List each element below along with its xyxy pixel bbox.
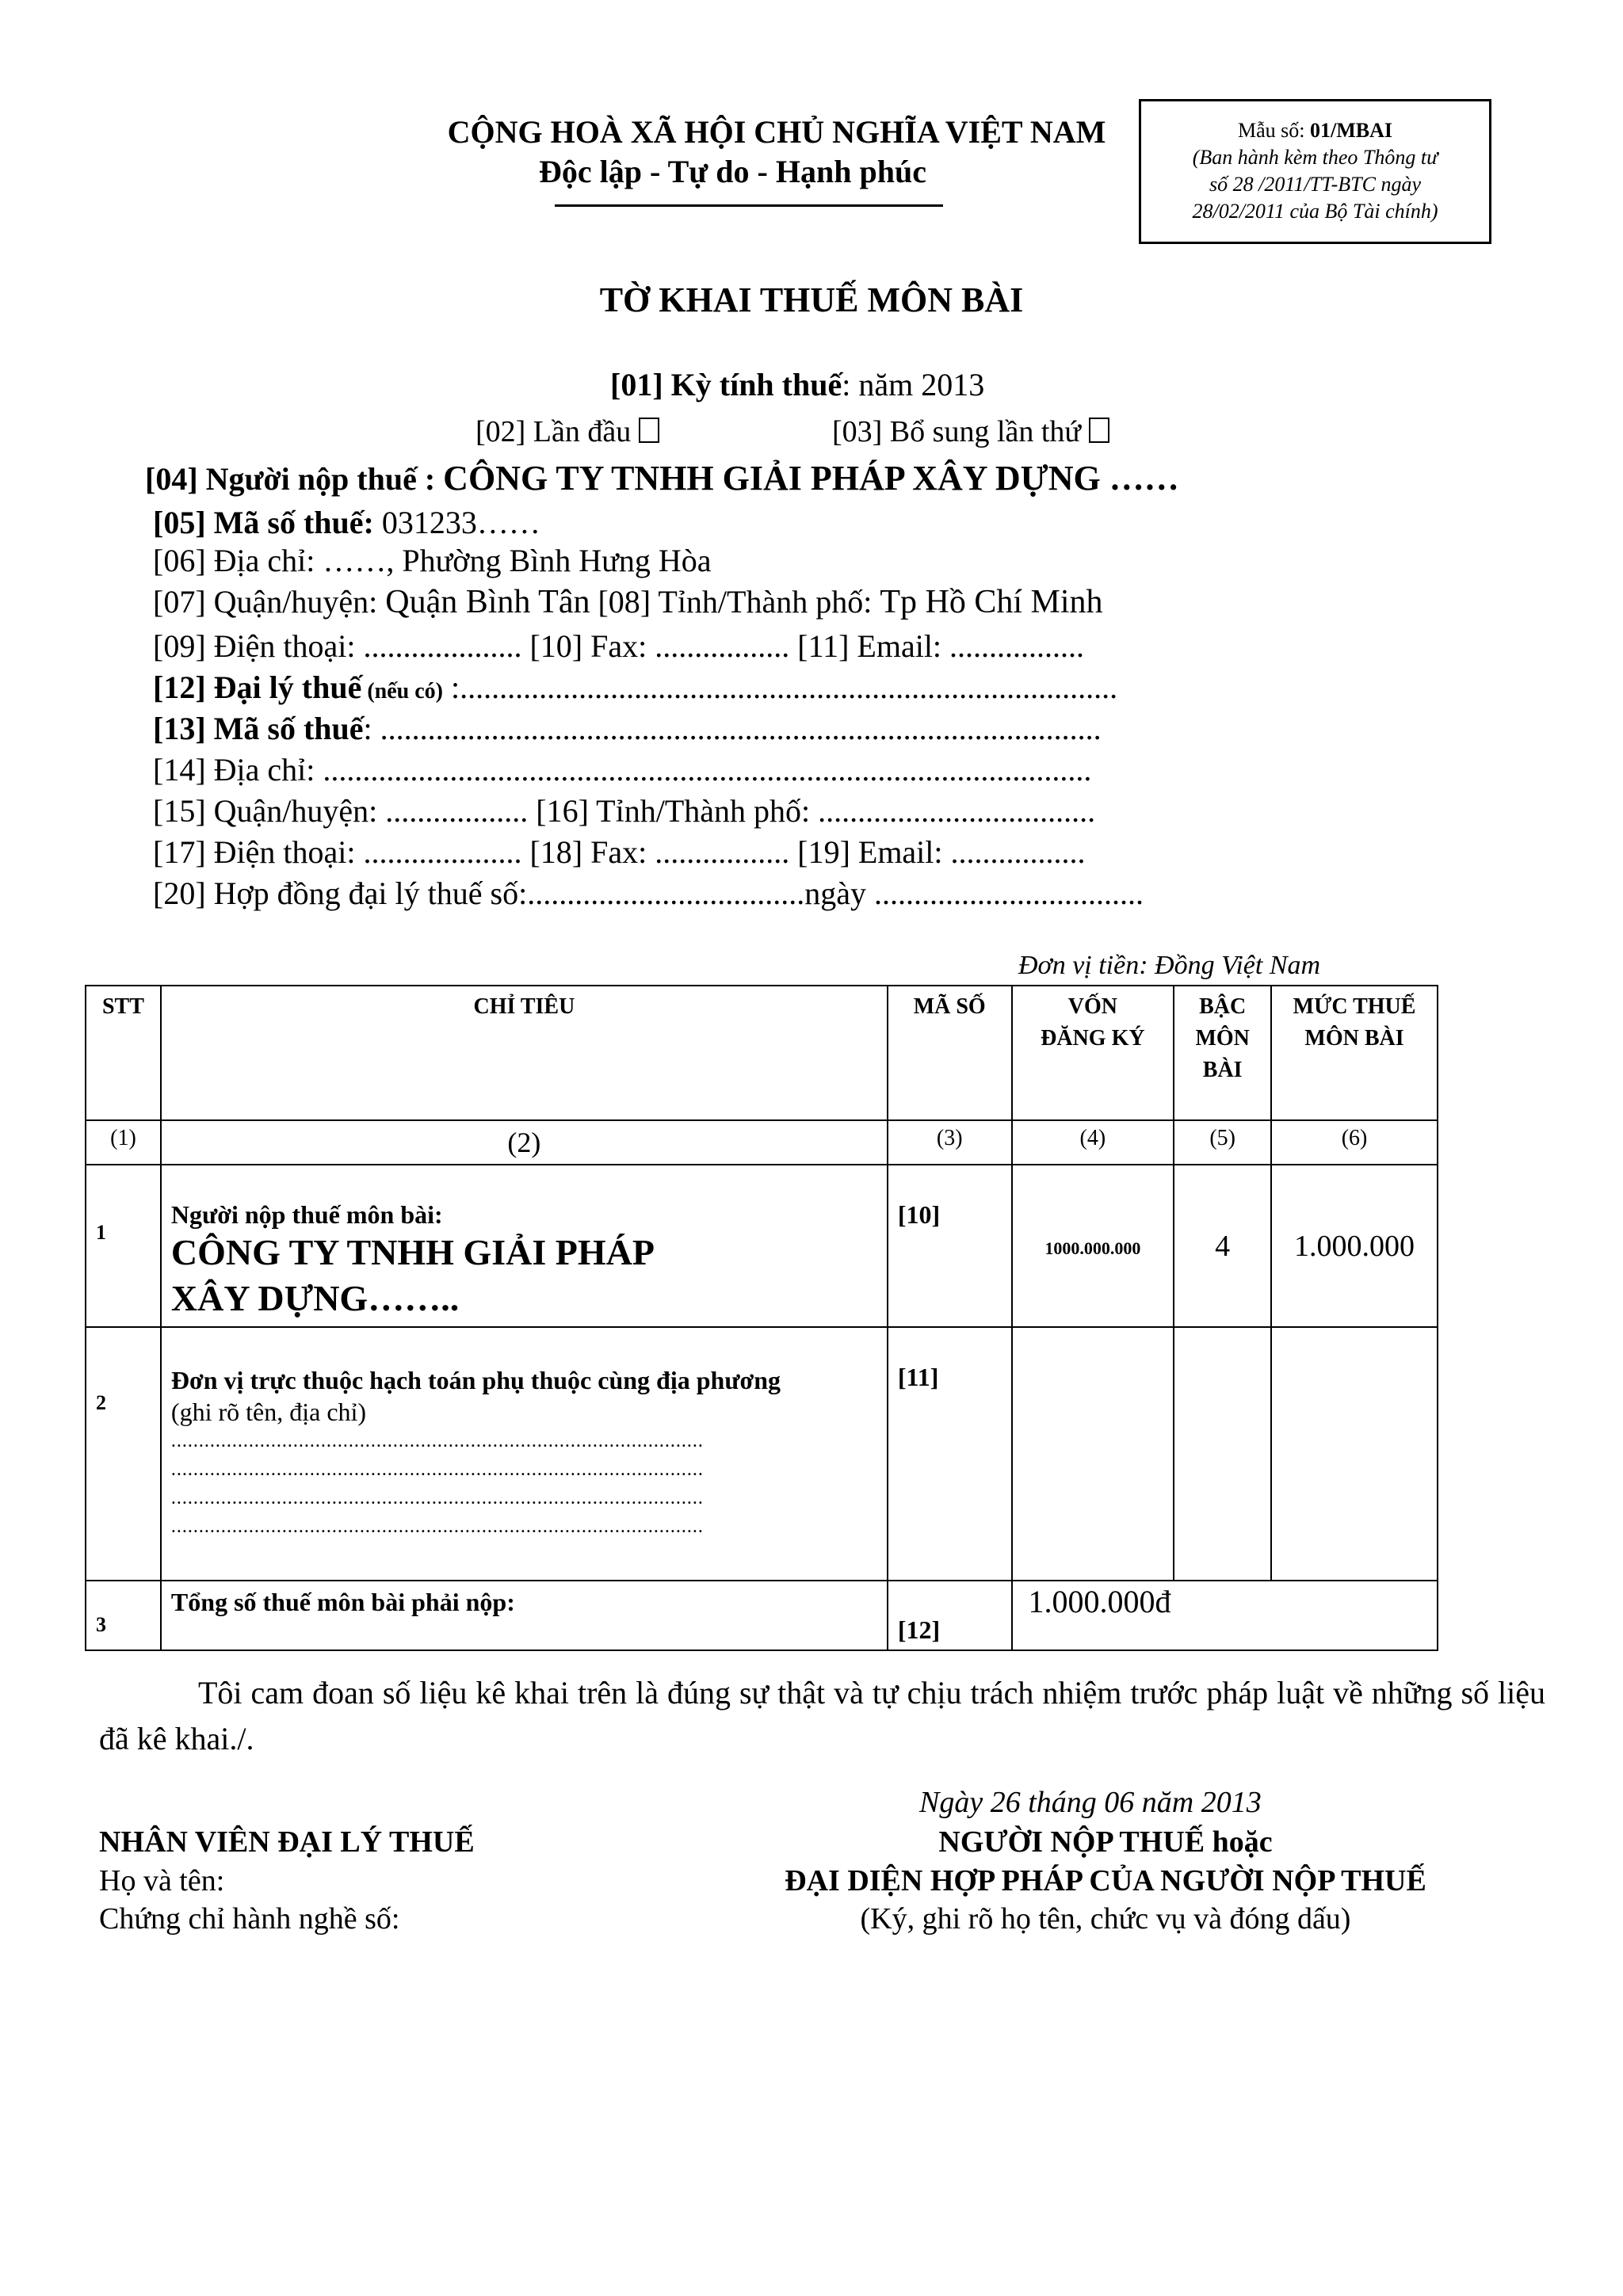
row2-dots-3: ................................................................................................ [170, 1488, 704, 1508]
form-box-line2: số 28 /2011/TT-BTC ngày [1209, 173, 1421, 196]
row1-capital: 1000.000.000 [1012, 1165, 1174, 1327]
taxpayer-sign-note: (Ký, ghi rõ họ tên, chức vụ và đóng dấu) [860, 1902, 1351, 1936]
row1-company-2: XÂY DỰNG…….. [170, 1278, 460, 1318]
row1-tax: 1.000.000 [1271, 1165, 1438, 1327]
row2-dots-2: ................................................................................................ [170, 1459, 704, 1480]
motto-heading: Độc lập - Tự do - Hạnh phúc [539, 154, 926, 189]
header-tax [1271, 986, 1438, 1120]
district-label: [07] Quận/huyện: [153, 584, 386, 620]
period-value: : năm 2013 [842, 367, 985, 402]
form-code-value: 01/MBAI [1310, 119, 1392, 142]
col-number-2: (2) [161, 1120, 888, 1165]
row1-stt: 1 [86, 1165, 161, 1327]
row2-dots-1: ................................................................................................ [170, 1431, 704, 1451]
province-value: Tp Hồ Chí Minh [880, 584, 1103, 620]
table-row [86, 1327, 1438, 1581]
declaration-text: Tôi cam đoan số liệu kê khai trên là đúng sự thật và tự chịu trách nhiệm trước pháp luật về những số liệu đã kê khai./. [99, 1675, 1545, 1756]
row2-level [1174, 1327, 1271, 1581]
first-time-option[interactable] [475, 414, 659, 449]
district-line [153, 583, 1103, 621]
taxpayer-label: [04] Người nộp thuế : [145, 461, 444, 497]
page-title: TỜ KHAI THUẾ MÔN BÀI [599, 280, 1024, 319]
agent-tax-code-label: [13] Mã số thuế [153, 711, 364, 746]
supplement-option[interactable] [832, 414, 1109, 449]
agent-staff-title: NHÂN VIÊN ĐẠI LÝ THUẾ [99, 1825, 475, 1859]
header-underline [555, 204, 943, 207]
agent-district-line: [15] Quận/huyện: .................. [16] Tỉnh/Thành phố: ................................... [153, 793, 1096, 829]
row3-code: [12] [888, 1581, 1012, 1650]
agent-staff-cert: Chứng chỉ hành nghề số: [99, 1902, 400, 1936]
period-label: Kỳ tính thuế [663, 367, 842, 402]
header-tax-1: MỨC THUẾ [1293, 994, 1416, 1019]
currency-unit: Đơn vị tiền: Đồng Việt Nam [1018, 951, 1321, 980]
row2-criteria [161, 1327, 888, 1581]
taxpayer-sign-title2: ĐẠI DIỆN HỢP PHÁP CỦA NGƯỜI NỘP THUẾ [785, 1864, 1426, 1897]
header-level [1174, 986, 1271, 1120]
tax-code-value: 031233…… [373, 505, 540, 540]
agent-tax-code-line [153, 710, 1102, 747]
form-code-box [1139, 99, 1491, 244]
tax-table [85, 985, 1438, 1651]
row2-dots-4: ................................................................................................ [170, 1516, 704, 1537]
supplement-checkbox[interactable] [1089, 418, 1109, 443]
contact-line: [09] Điện thoại: .................... [10] Fax: ................. [11] Email: ................. [153, 628, 1085, 664]
row3-stt: 3 [86, 1581, 161, 1650]
row1-label: Người nộp thuế môn bài: [170, 1200, 443, 1229]
col-number-6: (6) [1271, 1120, 1438, 1165]
signature-date: Ngày 26 tháng 06 năm 2013 [919, 1786, 1262, 1819]
agent-address-line: [14] Địa chỉ: ................................................................................................. [153, 752, 1092, 788]
nation-heading: CỘNG HOÀ XÃ HỘI CHỦ NGHĨA VIỆT NAM [447, 114, 1106, 150]
header-code: MÃ SỐ [888, 986, 1012, 1120]
agent-staff-name: Họ và tên: [99, 1864, 225, 1897]
header-level-2: MÔN [1195, 1026, 1250, 1051]
agent-contact-line: [17] Điện thoại: .................... [18] Fax: ................. [19] Email: ................. [153, 834, 1086, 870]
row3-total: 1.000.000đ [1012, 1581, 1438, 1650]
row3-label: Tổng số thuế môn bài phải nộp: [161, 1581, 888, 1650]
tax-code-line [153, 504, 540, 541]
header-level-3: BÀI [1202, 1058, 1243, 1082]
table-row [86, 1581, 1438, 1650]
agent-contract-line: [20] Hợp đồng đại lý thuế số:...................................ngày .................................. [153, 875, 1144, 911]
province-label: [08] Tỉnh/Thành phố: [590, 584, 880, 620]
tax-period [610, 366, 984, 403]
address-line: [06] Địa chỉ: ……, Phường Bình Hưng Hòa [153, 543, 712, 578]
header-criteria: CHỈ TIÊU [161, 986, 888, 1120]
header-stt: STT [86, 986, 161, 1120]
row2-note: (ghi rõ tên, địa chỉ) [170, 1398, 367, 1426]
agent-dots: :................................................................................... [442, 669, 1118, 705]
taxpayer-sign-title1: NGƯỜI NỘP THUẾ hoặc [938, 1825, 1273, 1859]
row2-tax [1271, 1327, 1438, 1581]
row1-code: [10] [888, 1165, 1012, 1327]
col-number-5: (5) [1174, 1120, 1271, 1165]
row1-company-1: CÔNG TY TNHH GIẢI PHÁP [170, 1232, 655, 1272]
agent-note: (nếu có) [361, 679, 443, 704]
taxpayer-line [145, 458, 1179, 498]
header-capital [1012, 986, 1174, 1120]
row2-code: [11] [888, 1327, 1012, 1581]
agent-label: [12] Đại lý thuế [153, 669, 362, 705]
agent-tax-code-dots: : ........................................................................................... [363, 711, 1102, 746]
col-number-1: (1) [86, 1120, 161, 1165]
header-capital-1: VỐN [1067, 994, 1117, 1019]
form-box-line1: (Ban hành kèm theo Thông tư [1192, 146, 1438, 169]
header-tax-2: MÔN BÀI [1304, 1026, 1404, 1051]
tax-code-label: [05] Mã số thuế: [153, 505, 374, 540]
table-row [86, 1165, 1438, 1327]
header-level-1: BẬC [1199, 994, 1247, 1019]
agent-line [153, 669, 1117, 706]
form-code-label: Mẫu số: [1238, 119, 1310, 142]
row1-criteria [161, 1165, 888, 1327]
period-code: [01] [610, 367, 663, 402]
taxpayer-name: CÔNG TY TNHH GIẢI PHÁP XÂY DỰNG …… [443, 459, 1179, 498]
row2-stt: 2 [86, 1327, 161, 1581]
row2-capital [1012, 1327, 1174, 1581]
header-capital-2: ĐĂNG KÝ [1041, 1026, 1145, 1051]
row1-level: 4 [1174, 1165, 1271, 1327]
first-time-checkbox[interactable] [639, 418, 659, 443]
district-value: Quận Bình Tân [385, 584, 590, 620]
row2-label: Đơn vị trực thuộc hạch toán phụ thuộc cùng địa phương [170, 1366, 781, 1394]
col-number-4: (4) [1012, 1120, 1174, 1165]
supplement-label: [03] Bổ sung lần thứ [832, 415, 1082, 448]
col-number-3: (3) [888, 1120, 1012, 1165]
first-time-label: [02] Lần đầu [475, 415, 632, 448]
form-box-line3: 28/02/2011 của Bộ Tài chính) [1192, 200, 1438, 223]
